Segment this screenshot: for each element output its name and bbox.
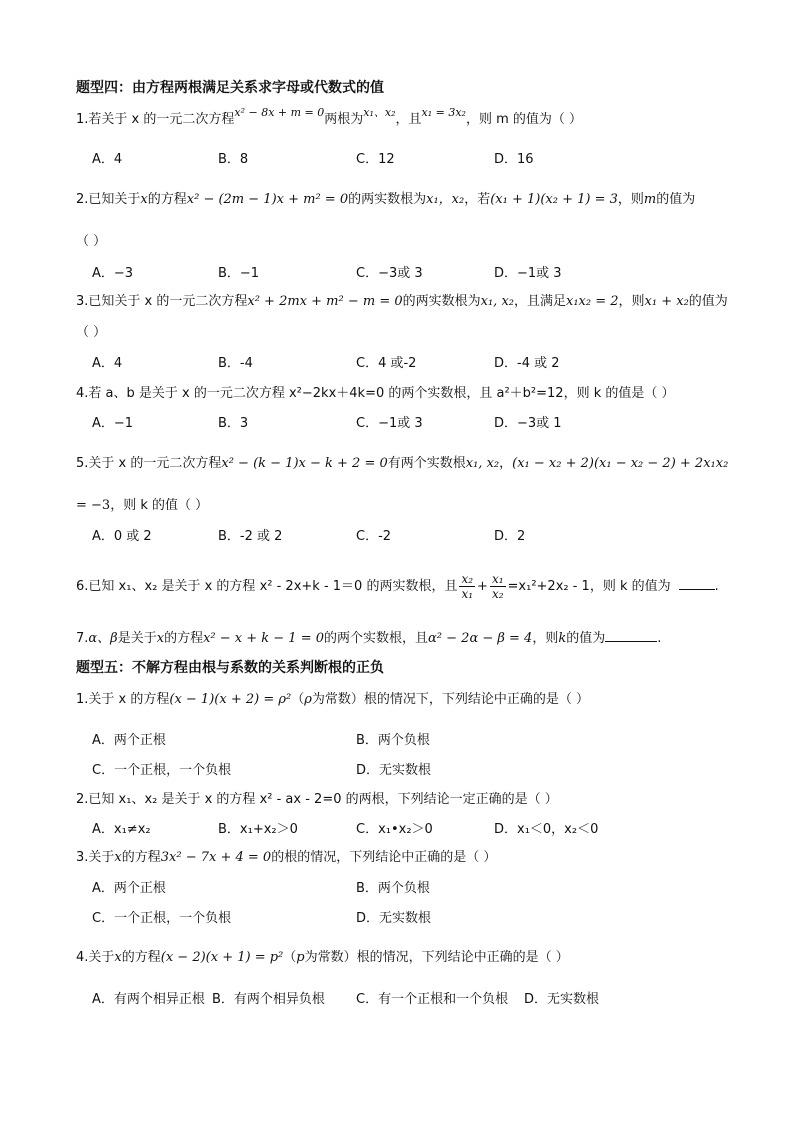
question-3-stem (76, 292, 728, 312)
option-b[interactable]: B．有两个相异负根 (212, 992, 325, 1007)
option-a[interactable]: A．有两个相异正根 (92, 992, 205, 1007)
condition-value: = −3 (76, 498, 111, 513)
option-d[interactable]: D．2 (494, 529, 526, 544)
option-b[interactable]: B．−1 (218, 266, 260, 281)
option-d[interactable]: D．无实数根 (356, 763, 432, 778)
question-5-stem (76, 454, 728, 474)
stem-text: （ (283, 950, 297, 965)
option-c[interactable]: C．-2 (356, 529, 392, 544)
question-2-stem: 2.已知 x₁、x₂ 是关于 x 的方程 x² - ax - 2=0 的两根，下列结论一定正确的是（ ） (76, 792, 558, 807)
expression: x₁ + x₂ (644, 294, 689, 309)
plus-sign: + (477, 579, 488, 594)
option-b[interactable]: B．-2 或 2 (218, 529, 283, 544)
equation: (x − 2)(x + 1) = p² (160, 950, 284, 965)
stem-text: ，则 m 的值为（ ） (465, 112, 583, 127)
option-c[interactable]: C．−3或 3 (356, 266, 423, 281)
option-d[interactable]: D．x₁＜0，x₂＜0 (494, 822, 599, 837)
stem-text: 为常数）根的情况下，下列结论中正确的是（ ） (311, 692, 590, 707)
equation: (x − 1)(x + 2) = ρ² (169, 692, 292, 707)
equation: x² − (k − 1)x − k + 2 = 0 (221, 456, 388, 471)
stem-text: 为常数）根的情况，下列结论中正确的是（ ） (304, 950, 569, 965)
option-d[interactable]: D．−1或 3 (494, 266, 562, 281)
stem-text: 的方程 (121, 950, 161, 965)
stem-text: 的根的情况，下列结论中正确的是（ ） (271, 850, 497, 865)
equation: x² − x + k − 1 = 0 (203, 631, 325, 646)
equation: x² − (2m − 1)x + m² = 0 (186, 192, 349, 207)
option-d[interactable]: D．−3或 1 (494, 416, 562, 431)
stem-text: ，且 (395, 112, 422, 127)
question-6-stem (76, 570, 719, 604)
question-4-stem (76, 948, 569, 968)
answer-blank[interactable] (605, 641, 657, 642)
stem-text: 1.若关于 x 的一元二次方程 (76, 112, 235, 127)
stem-text: 的方程 (147, 192, 187, 207)
variables: α、β (88, 631, 118, 646)
stem-text: ，且满足 (514, 294, 567, 309)
stem-text: 的两个实数根，且 (324, 631, 429, 646)
stem-text: . (714, 579, 719, 594)
section-title: 题型五：不解方程由根与系数的关系判断根的正负 (76, 660, 384, 676)
option-c[interactable]: C．12 (356, 152, 395, 167)
question-4-stem: 4.若 a、b 是关于 x 的一元二次方程 x²−2kx＋4k=0 的两个实数根，且 a²＋b²=12，则 k 的值是（ ） (76, 386, 675, 401)
answer-paren: （ ） (76, 234, 107, 249)
stem-text: 的值为 (688, 294, 728, 309)
stem-text: 的值为 (656, 192, 696, 207)
option-c[interactable]: C．4 或-2 (356, 356, 417, 371)
stem-text: 5.关于 x 的一元二次方程 (76, 456, 222, 471)
option-d[interactable]: D．16 (494, 152, 534, 167)
option-a[interactable]: A．4 (92, 356, 123, 371)
option-c[interactable]: C．有一个正根和一个负根 (356, 992, 509, 1007)
option-d[interactable]: D．-4 或 2 (494, 356, 560, 371)
stem-text: ，则 k 的值（ ） (110, 498, 209, 513)
question-1-stem (76, 106, 583, 130)
stem-text: ，若 (464, 192, 491, 207)
stem-text: ，则 (618, 294, 645, 309)
condition: (x₁ − x₂ + 2)(x₁ − x₂ − 2) + 2x₁x₂ (512, 456, 729, 471)
stem-text: 两根为 (324, 112, 364, 127)
roots: x₁、x₂ (363, 106, 396, 119)
stem-text: 2.已知关于 (76, 192, 141, 207)
stem-text: 的两实数根为 (402, 294, 481, 309)
stem-text: （ (291, 692, 305, 707)
option-c[interactable]: C．一个正根，一个负根 (92, 911, 232, 926)
roots: x₁, x₂ (480, 294, 514, 309)
option-b[interactable]: B．3 (218, 416, 249, 431)
option-a[interactable]: A．两个正根 (92, 881, 166, 896)
equation: x² + 2mx + m² − m = 0 (247, 294, 403, 309)
condition: x₁ = 3x₂ (421, 106, 466, 119)
stem-text: 的两实数根为 (348, 192, 427, 207)
fraction: $\frac{\text{x₁}}{\text{x₂}}$ (491, 572, 504, 601)
option-c[interactable]: C．一个正根，一个负根 (92, 763, 232, 778)
condition: α² − 2α − β = 4 (428, 631, 533, 646)
stem-text: ，则 (532, 631, 559, 646)
variable: x (156, 631, 165, 646)
option-a[interactable]: A．4 (92, 152, 123, 167)
stem-text: 1.关于 x 的方程 (76, 692, 170, 707)
question-2-stem (76, 190, 695, 210)
option-c[interactable]: C．x₁•x₂＞0 (356, 822, 433, 837)
variable: x (114, 950, 122, 965)
stem-text: 的方程 (164, 631, 204, 646)
question-1-stem (76, 690, 589, 710)
variable: x (140, 192, 148, 207)
question-3-stem (76, 848, 496, 868)
fraction: $\frac{\text{x₂}}{\text{x₁}}$ (461, 572, 474, 601)
stem-text: 6.已知 x₁、x₂ 是关于 x 的方程 x² - 2x+k - 1＝0 的两实数根，且 (76, 579, 458, 594)
option-b[interactable]: B．两个负根 (356, 881, 430, 896)
question-5-stem-cont (76, 496, 208, 516)
stem-text: 有两个实数根 (387, 456, 466, 471)
stem-text: 4.关于 (76, 950, 115, 965)
section-title: 题型四：由方程两根满足关系求字母或代数式的值 (76, 80, 384, 96)
option-b[interactable]: B．8 (218, 152, 249, 167)
stem-text: 3.已知关于 x 的一元二次方程 (76, 294, 248, 309)
option-d[interactable]: D．无实数根 (356, 911, 432, 926)
option-c[interactable]: C．−1或 3 (356, 416, 423, 431)
option-b[interactable]: B．-4 (218, 356, 253, 371)
stem-text: 3.关于 (76, 850, 115, 865)
question-7-stem (76, 629, 661, 649)
stem-text: 是关于 (117, 631, 157, 646)
option-a[interactable]: A．x₁≠x₂ (92, 822, 151, 837)
equation: x² − 8x + m = 0 (234, 106, 325, 119)
answer-blank[interactable] (679, 589, 715, 590)
variable: ρ (304, 692, 312, 707)
option-a[interactable]: A．0 或 2 (92, 529, 152, 544)
option-b[interactable]: B．两个负根 (356, 733, 430, 748)
stem-text: . (657, 631, 662, 646)
stem-text: 的方程 (121, 850, 161, 865)
variable: k (558, 631, 567, 646)
option-d[interactable]: D．无实数根 (524, 992, 600, 1007)
variable: p (296, 950, 305, 965)
option-a[interactable]: A．两个正根 (92, 733, 166, 748)
variable: m (643, 192, 657, 207)
answer-paren: （ ） (76, 325, 107, 340)
equation: 3x² − 7x + 4 = 0 (160, 850, 272, 865)
option-a[interactable]: A．−1 (92, 416, 134, 431)
stem-text: ， (499, 456, 513, 471)
stem-text: ，则 (617, 192, 644, 207)
condition: (x₁ + 1)(x₂ + 1) = 3 (490, 192, 618, 207)
roots: x₁, x₂ (465, 456, 500, 471)
variable: x (114, 850, 122, 865)
stem-text: 的值为 (566, 631, 606, 646)
option-a[interactable]: A．−3 (92, 266, 134, 281)
condition: x₁x₂ = 2 (566, 294, 619, 309)
roots: x₁，x₂ (426, 192, 465, 207)
stem-text: =x₁²+2x₂ - 1，则 k 的值为 (507, 579, 671, 594)
option-b[interactable]: B．x₁+x₂＞0 (218, 822, 298, 837)
stem-text: 7. (76, 631, 89, 646)
